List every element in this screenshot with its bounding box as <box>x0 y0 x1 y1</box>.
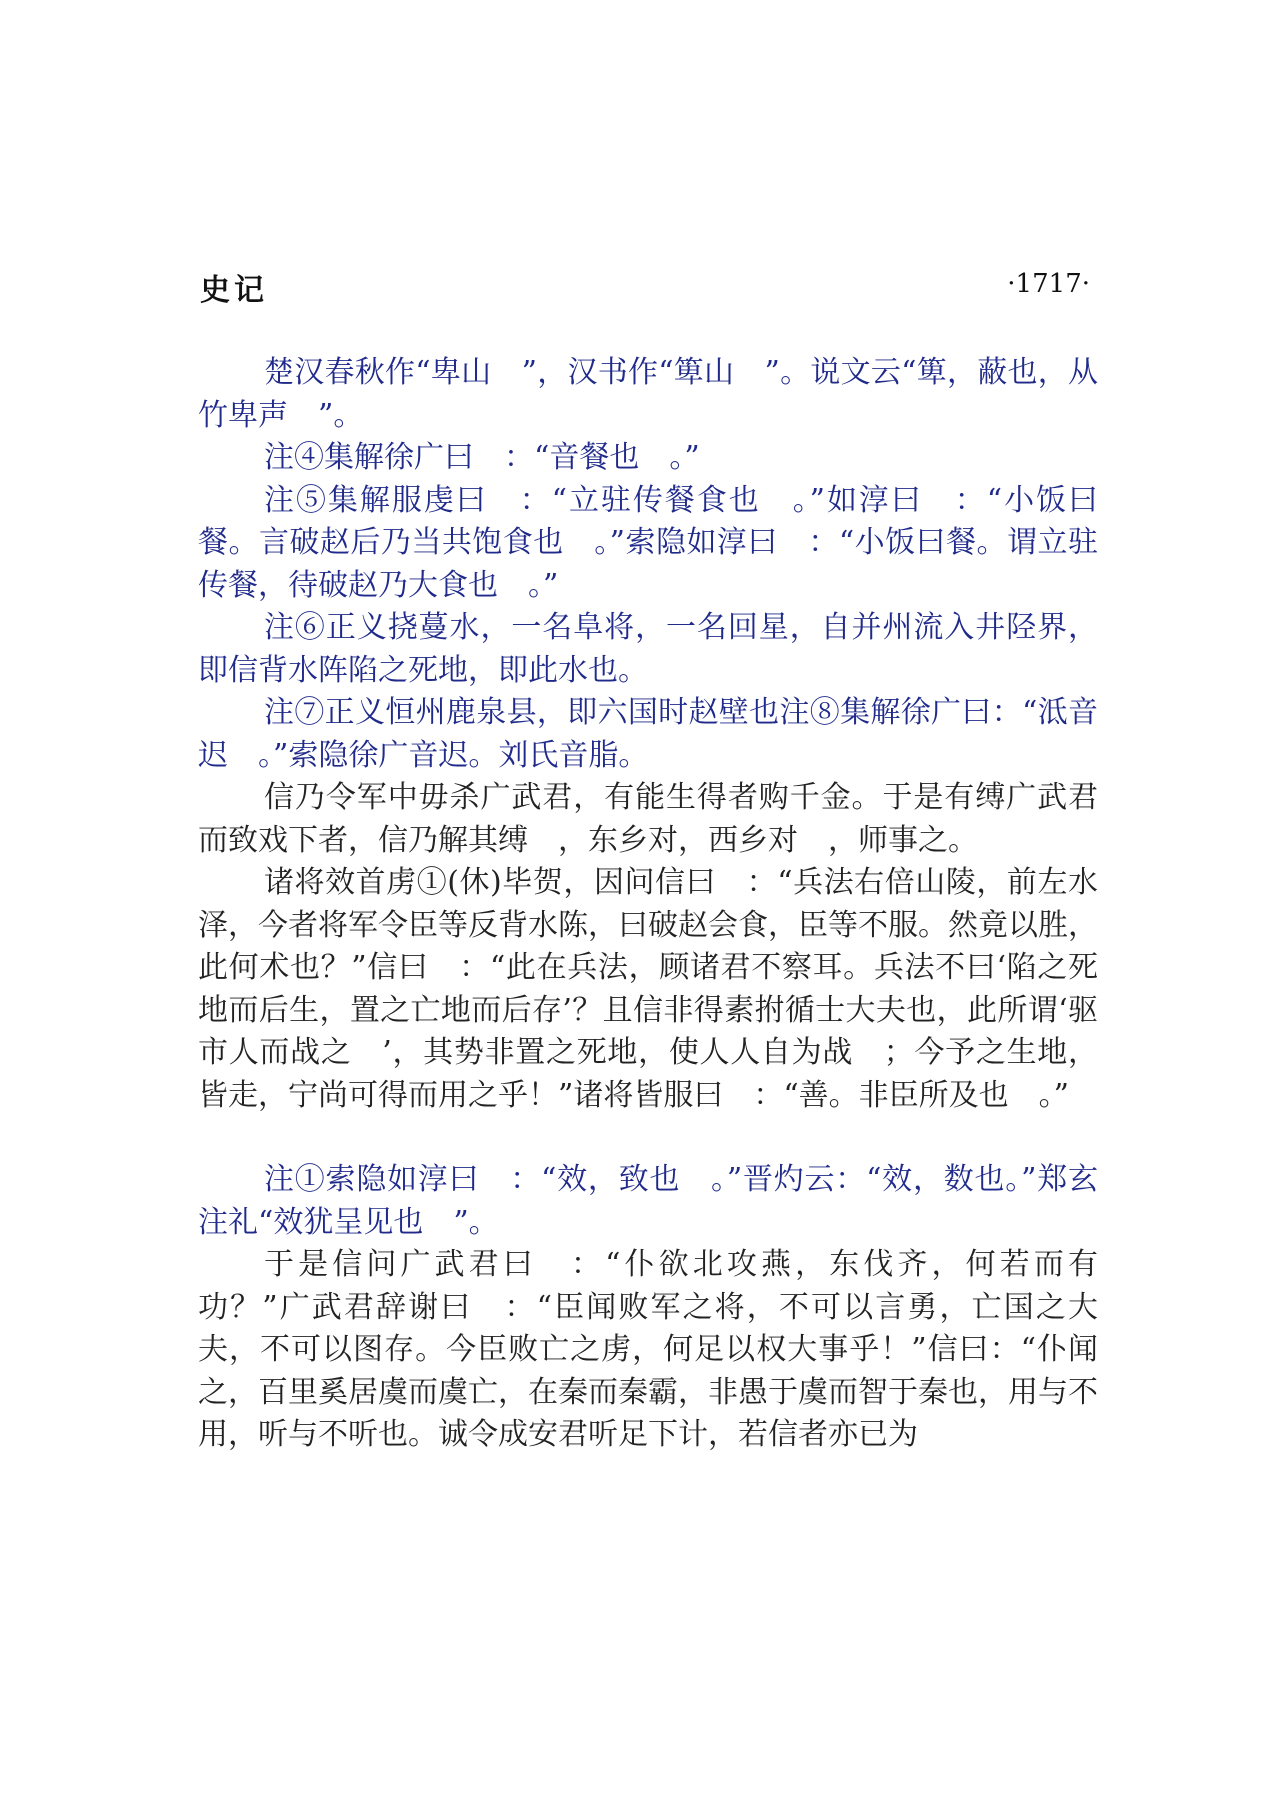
annotation-paragraph: 注⑤集解服虔曰 ：“立驻传餐食也 。”如淳曰 ：“小饭曰餐。言破赵后乃当共饱食也 。”索隐如淳曰 ：“小饭曰餐。谓立驻传餐，待破赵乃大食也 。” <box>198 482 1098 603</box>
main-text-paragraph: 信乃令军中毋杀广武君，有能生得者购千金。于是有缚广武君而致戏下者，信乃解其缚 ，东乡对，西乡对 ，师事之。 <box>198 780 1098 858</box>
paragraph-gap <box>198 1117 1098 1159</box>
book-title: 史记 <box>200 273 268 308</box>
annotation-paragraph: 注①索隐如淳曰 ：“效，致也 。”晋灼云：“效，数也。”郑玄注礼“效犹呈见也 ”。 <box>198 1162 1098 1240</box>
main-text-paragraph: 诸将效首虏①(休)毕贺，因问信曰 ：“兵法右倍山陵，前左水泽，今者将军令臣等反背水陈，曰破赵会食，臣等不服。然竟以胜，此何术也？”信曰 ：“此在兵法，顾诸君不察耳。兵法不曰‘陷之死地而后生，置之亡地而后存’？且信非得素拊循士大夫也，此所谓‘驱市人而战之 ’，其势非置之死地，使人人自为战 ；今予之生地，皆走，宁尚可得而用之乎！”诸将皆服曰 ：“善。非臣所及也 。” <box>198 865 1098 1113</box>
page-header <box>200 265 1090 308</box>
annotation-paragraph: 注④集解徐广曰 ：“音餐也 。” <box>264 440 700 475</box>
annotation-paragraph: 楚汉春秋作“卑山 ”，汉书作“箄山 ”。说文云“箄，蔽也，从竹卑声 ”。 <box>198 355 1098 433</box>
body-text <box>198 352 1098 1457</box>
annotation-paragraph: 注⑦正义恒州鹿泉县，即六国时赵壁也注⑧集解徐广曰：“泜音迟 。”索隐徐广音迟。刘氏音脂。 <box>198 695 1098 773</box>
annotation-paragraph: 注⑥正义挠蔓水，一名阜将，一名回星，自并州流入井陉界，即信背水阵陷之死地，即此水也。 <box>198 610 1098 688</box>
main-text-paragraph: 于是信问广武君曰 ：“仆欲北攻燕，东伐齐，何若而有功？”广武君辞谢曰 ：“臣闻败军之将，不可以言勇，亡国之大夫，不可以图存。今臣败亡之虏，何足以权大事乎！”信曰：“仆闻之，百里奚居虞而虞亡，在秦而秦霸，非愚于虞而智于秦也，用与不用，听与不听也。诚令成安君听足下计，若信者亦已为 <box>198 1247 1098 1452</box>
page-number: ·1717· <box>1007 269 1090 299</box>
